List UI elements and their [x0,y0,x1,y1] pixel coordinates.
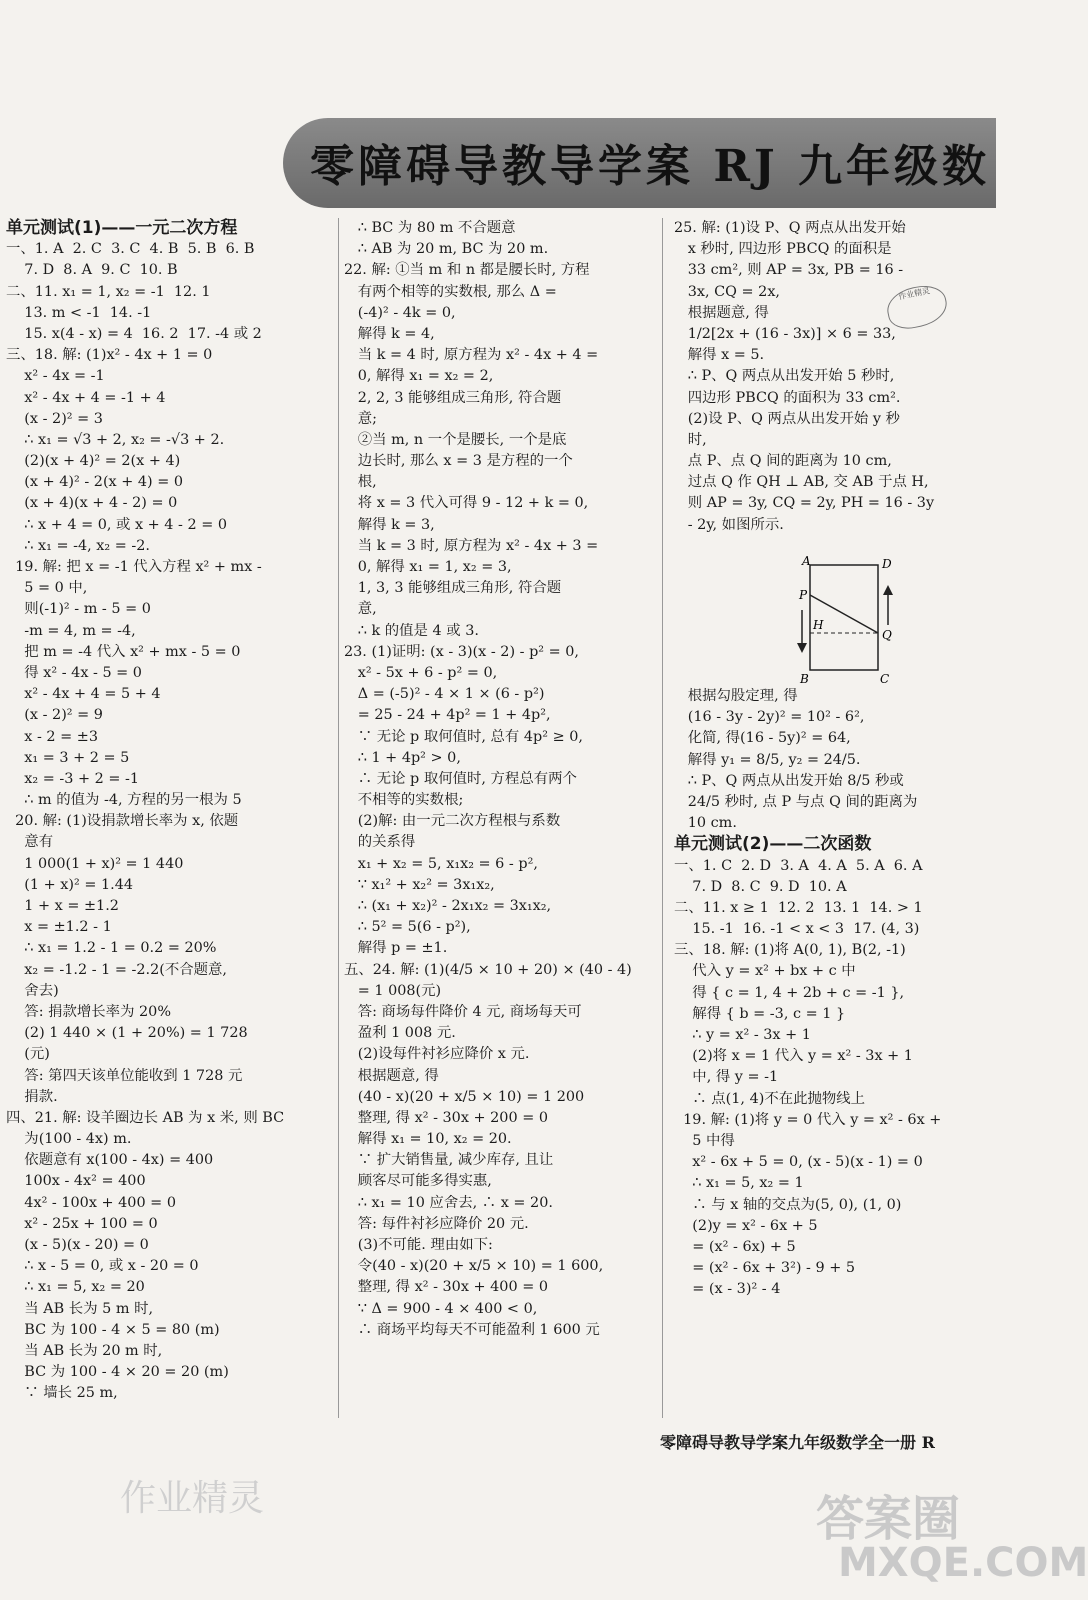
answer-line: x² - 4x = -1 [6,368,105,385]
answer-line: 7. D 8. C 9. D 10. A [674,878,847,895]
answer-line: (2)y = x² - 6x + 5 [674,1217,818,1234]
answer-line: 的关系得 [344,834,416,851]
answer-line: (2)将 x = 1 代入 y = x² - 3x + 1 [674,1048,913,1065]
answer-line: ∴ x - 5 = 0, 或 x - 20 = 0 [6,1258,199,1275]
answer-line: Δ = (-5)² - 4 × 1 × (6 - p²) [344,686,545,703]
answer-line: 19. 解: 把 x = -1 代入方程 x² + mx - [6,559,262,575]
answer-line: 整理, 得 x² - 30x + 200 = 0 [344,1109,548,1126]
watermark-right-top: 答案圈 [816,1491,961,1547]
answer-line: (2)解: 由一元二次方程根与系数 [344,813,561,830]
answer-line: 得 x² - 4x - 5 = 0 [6,664,142,681]
answer-line: 解得 k = 4, [344,325,435,342]
answer-line: x² - 6x + 5 = 0, (x - 5)(x - 1) = 0 [674,1154,923,1171]
answer-line: (-4)² - 4k = 0, [344,304,456,321]
answer-line: 答: 第四天该单位能收到 1 728 元 [6,1067,243,1084]
answer-line: 把 m = -4 代入 x² + mx - 5 = 0 [6,643,241,660]
label-h: H [813,618,824,632]
answer-line: = 25 - 24 + 4p² = 1 + 4p², [344,707,551,724]
answer-line: 23. (1)证明: (x - 3)(x - 2) - p² = 0, [344,643,580,660]
answer-line: ∴ 商场平均每天不可能盈利 1 600 元 [344,1321,600,1338]
label-p: P [799,588,808,602]
answer-line: 不相等的实数根; [344,792,464,809]
answer-line: ∴ P、Q 两点从出发开始 8/5 秒或 [674,772,904,789]
answer-line: ∴ x₁ = -4, x₂ = -2. [6,537,150,554]
answer-line: 24/5 秒时, 点 P 与点 Q 间的距离为 [674,793,918,810]
answer-line: ②当 m, n 一个是腰长, 一个是底 [344,431,567,448]
answer-line: 将 x = 3 代入可得 9 - 12 + k = 0, [344,495,589,512]
answer-line: x² - 25x + 100 = 0 [6,1215,158,1232]
answer-line: (2)(x + 4)² = 2(x + 4) [6,453,181,470]
answer-line: 三、18. 解: (1)x² - 4x + 1 = 0 [6,347,213,364]
answer-line: 边长时, 那么 x = 3 是方程的一个 [344,453,573,470]
answer-line: 根据题意, 得 [674,304,769,321]
answer-line: 三、18. 解: (1)将 A(0, 1), B(2, -1) [674,942,906,959]
answer-line: 5 = 0 中, [6,580,88,597]
label-b: B [800,672,809,686]
answer-line: ∴ 与 x 轴的交点为(5, 0), (1, 0) [674,1196,902,1213]
label-a: A [802,554,811,568]
answer-line: x² - 5x + 6 - p² = 0, [344,664,498,681]
answer-line: x₁ + x₂ = 5, x₁x₂ = 6 - p², [344,855,538,872]
answer-line: 解得 k = 3, [344,516,435,533]
answer-line: ∴ P、Q 两点从出发开始 5 秒时, [674,368,895,385]
answer-line: 解得 x₁ = 10, x₂ = 20. [344,1131,512,1148]
answer-line: 根据勾股定理, 得 [674,688,798,704]
answer-line: 0, 解得 x₁ = x₂ = 2, [344,368,494,385]
answer-line: (2)设每件衬衫应降价 x 元. [344,1046,530,1063]
answer-line: (1 + x)² = 1.44 [6,876,134,893]
answer-line: 1, 3, 3 能够组成三角形, 符合题 [344,580,562,597]
answer-line: 一、1. A 2. C 3. C 4. B 5. B 6. B [6,241,255,258]
answer-column-3-top [674,218,996,536]
answer-line: 得 { c = 1, 4 + 2b + c = -1 }, [674,984,905,1001]
watermark-left: 作业精灵 [120,1478,265,1519]
answer-line: x₂ = -1.2 - 1 = -2.2(不合题意, [6,961,228,978]
geometry-figure [796,555,906,685]
answer-line: ∵ Δ = 900 - 4 × 400 < 0, [344,1300,538,1317]
answer-line: 2, 2, 3 能够组成三角形, 符合题 [344,389,562,406]
answer-line: 15. x(4 - x) = 4 16. 2 17. -4 或 2 [6,325,262,342]
answer-line: = (x² - 6x) + 5 [674,1238,796,1255]
answer-line: ∴ 点(1, 4)不在此抛物线上 [674,1090,866,1107]
answer-line: 根据题意, 得 [344,1067,439,1084]
answer-line: 10 cm. [674,815,737,832]
answer-line: (2) 1 440 × (1 + 20%) = 1 728 [6,1025,248,1042]
answer-line: 33 cm², 则 AP = 3x, PB = 16 - [674,262,904,279]
answer-line: 盈利 1 008 元. [344,1025,456,1042]
answer-line: 22. 解: ①当 m 和 n 都是腰长时, 方程 [344,262,590,279]
answer-line: = 1 008(元) [344,982,442,999]
answer-line: 解得 p = ±1. [344,940,448,957]
answer-line: 意, [344,601,377,618]
answer-line: 则 AP = 3y, CQ = 2y, PH = 16 - 3y [674,495,935,512]
arrow-down-head [797,643,807,653]
answer-line: 二、11. x₁ = 1, x₂ = -1 12. 1 [6,283,211,300]
answer-line: 解得 { b = -3, c = 1 } [674,1005,846,1022]
answer-line: 答: 捐款增长率为 20% [6,1003,172,1020]
column-divider [338,218,339,1418]
answer-line: 化简, 得(16 - 5y)² = 64, [674,730,851,747]
watermark-right-bottom: MXQE.COM [838,1540,1088,1586]
answer-line: 为(100 - 4x) m. [6,1131,132,1148]
answer-line: 有两个相等的实数根, 那么 Δ = [344,283,557,300]
answer-line: 解得 x = 5. [674,347,765,364]
answer-line: ∴ x₁ = 10 应舍去, ∴ x = 20. [344,1194,553,1211]
answer-line: BC 为 100 - 4 × 20 = 20 (m) [6,1364,229,1381]
answer-line: 15. -1 16. -1 < x < 3 17. (4, 3) [674,921,920,938]
answer-line: x² - 4x + 4 = 5 + 4 [6,686,161,703]
answer-line: 答: 商场每件降价 4 元, 商场每天可 [344,1003,582,1020]
answer-line: (x + 4)² - 2(x + 4) = 0 [6,474,184,491]
answer-line: 当 AB 长为 20 m 时, [6,1342,163,1359]
answer-line: x₁ = 3 + 2 = 5 [6,749,130,766]
answer-line: ∴ AB 为 20 m, BC 为 20 m. [344,241,549,258]
answer-line: ∴ x + 4 = 0, 或 x + 4 - 2 = 0 [6,516,227,533]
label-c: C [880,672,890,686]
answer-line: 100x - 4x² = 400 [6,1173,146,1190]
answer-line: 答: 每件衬衫应降价 20 元. [344,1215,529,1232]
answer-line: (x - 5)(x - 20) = 0 [6,1237,149,1253]
answer-line: 0, 解得 x₁ = 1, x₂ = 3, [344,559,512,575]
answer-line: 当 AB 长为 5 m 时, [6,1300,154,1317]
answer-line: 舍去) [6,982,59,999]
answer-line: 13. m < -1 14. -1 [6,304,152,321]
answer-line: 点 P、点 Q 间的距离为 10 cm, [674,453,892,470]
answer-line: (x - 2)² = 9 [6,707,103,724]
answer-line: 当 k = 4 时, 原方程为 x² - 4x + 4 = [344,347,599,364]
answer-line: ∴ x₁ = 5, x₂ = 20 [6,1279,145,1296]
answer-line: ∴ m 的值为 -4, 方程的另一根为 5 [6,792,242,809]
answer-line: 中, 得 y = -1 [674,1069,779,1086]
stamp-text: 作业精灵 [897,286,931,302]
answer-line: 一、1. C 2. D 3. A 4. A 5. A 6. A [674,857,923,874]
footer-text: 零障碍导教导学案九年级数学全一册 R [660,1433,935,1452]
answer-line: (x + 4)(x + 4 - 2) = 0 [6,495,178,512]
answer-line: 则(-1)² - m - 5 = 0 [6,601,151,618]
answer-line: (元) [6,1046,50,1063]
answer-line: ∴ x₁ = 1.2 - 1 = 0.2 = 20% [6,940,217,957]
answer-line: x - 2 = ±3 [6,728,99,745]
page-title: 零障碍导教导学案 RJ 九年级数 [310,141,991,192]
answer-line: (40 - x)(20 + x/5 × 10) = 1 200 [344,1088,585,1105]
answer-line: ∴ x₁ = 5, x₂ = 1 [674,1175,804,1192]
answer-line: 二、11. x ≥ 1 12. 2 13. 1 14. > 1 [674,899,923,916]
answer-line: ∵ 无论 p 取何值时, 总有 4p² ≥ 0, [344,728,583,745]
answer-line: ∵ 扩大销售量, 减少库存, 且让 [344,1152,554,1169]
answer-line: 1/2[2x + (16 - 3x)] × 6 = 33, [674,325,896,342]
arrow-up-head [883,585,893,595]
label-q: Q [882,628,892,642]
answer-line: x² - 4x + 4 = -1 + 4 [6,389,166,406]
answer-line: = (x² - 6x + 3²) - 9 + 5 [674,1260,855,1277]
answer-line: 1 000(1 + x)² = 1 440 [6,855,184,872]
label-d: D [882,557,892,571]
answer-line: - 2y, 如图所示. [674,516,784,533]
answer-column-1 [6,218,336,1405]
answer-line: 5 中得 [674,1132,735,1149]
answer-line: 依题意有 x(100 - 4x) = 400 [6,1152,214,1169]
answer-line: (2)设 P、Q 两点从出发开始 y 秒 [674,410,900,427]
answer-line: (x - 2)² = 3 [6,410,103,427]
answer-line: 当 k = 3 时, 原方程为 x² - 4x + 3 = [344,537,599,554]
answer-line: ∴ k 的值是 4 或 3. [344,622,479,639]
answer-line: 过点 Q 作 QH ⊥ AB, 交 AB 于点 H, [674,474,929,491]
answer-column-3-bottom [674,686,996,1300]
answer-line: 解得 y₁ = 8/5, y₂ = 24/5. [674,751,861,768]
answer-line: 令(40 - x)(20 + x/5 × 10) = 1 600, [344,1258,604,1275]
answer-line: 25. 解: (1)设 P、Q 两点从出发开始 [674,220,906,236]
answer-line: 五、24. 解: (1)(4/5 × 10 + 20) × (40 - 4) [344,961,632,978]
answer-line: x₂ = -3 + 2 = -1 [6,770,139,787]
answer-line: ∴ 1 + 4p² > 0, [344,749,461,766]
answer-line: = (x - 3)² - 4 [674,1281,781,1298]
answer-line: 四、21. 解: 设羊圈边长 AB 为 x 米, 则 BC [6,1109,285,1126]
answer-line: 20. 解: (1)设捐款增长率为 x, 依题 [6,813,239,830]
section-heading: 单元测试(1)——一元二次方程 [6,218,238,238]
column-divider [662,218,663,1418]
answer-line: 19. 解: (1)将 y = 0 代入 y = x² - 6x + [674,1111,942,1128]
answer-line: ∴ x₁ = √3 + 2, x₂ = -√3 + 2. [6,431,225,448]
answer-line: ∴ 5² = 5(6 - p²), [344,919,471,936]
answer-line: 4x² - 100x + 400 = 0 [6,1194,176,1211]
answer-line: 7. D 8. A 9. C 10. B [6,262,178,279]
answer-line: ∵ x₁² + x₂² = 3x₁x₂, [344,876,495,893]
answer-line: 代入 y = x² + bx + c 中 [674,963,856,980]
answer-line: 根, [344,474,377,491]
answer-column-2 [344,218,642,1341]
answer-line: 四边形 PBCQ 的面积为 33 cm². [674,389,901,406]
answer-line: 时, [674,431,707,448]
answer-line: -m = 4, m = -4, [6,622,136,639]
answer-line: ∴ BC 为 80 m 不合题意 [344,220,516,236]
answer-line: 捐款. [6,1088,58,1105]
answer-line: BC 为 100 - 4 × 5 = 80 (m) [6,1321,220,1338]
section-heading: 单元测试(2)——二次函数 [674,834,872,855]
answer-line: 整理, 得 x² - 30x + 400 = 0 [344,1279,548,1296]
answer-line: ∴ (x₁ + x₂)² - 2x₁x₂ = 3x₁x₂, [344,898,552,914]
answer-line: ∴ y = x² - 3x + 1 [674,1027,811,1043]
answer-line: 顾客尽可能多得实惠, [344,1173,492,1190]
answer-line: x = ±1.2 - 1 [6,919,112,936]
answer-line: 3x, CQ = 2x, [674,283,781,300]
answer-line: 意; [344,410,377,427]
answer-line: ∵ 墙长 25 m, [6,1385,118,1402]
answer-line: ∴ 无论 p 取何值时, 方程总有两个 [344,770,577,787]
answer-line: 1 + x = ±1.2 [6,898,119,914]
answer-line: 意有 [6,834,54,851]
answer-line: (16 - 3y - 2y)² = 10² - 6², [674,709,865,726]
answer-line: x 秒时, 四边形 PBCQ 的面积是 [674,241,892,258]
answer-line: (3)不可能. 理由如下: [344,1237,493,1253]
